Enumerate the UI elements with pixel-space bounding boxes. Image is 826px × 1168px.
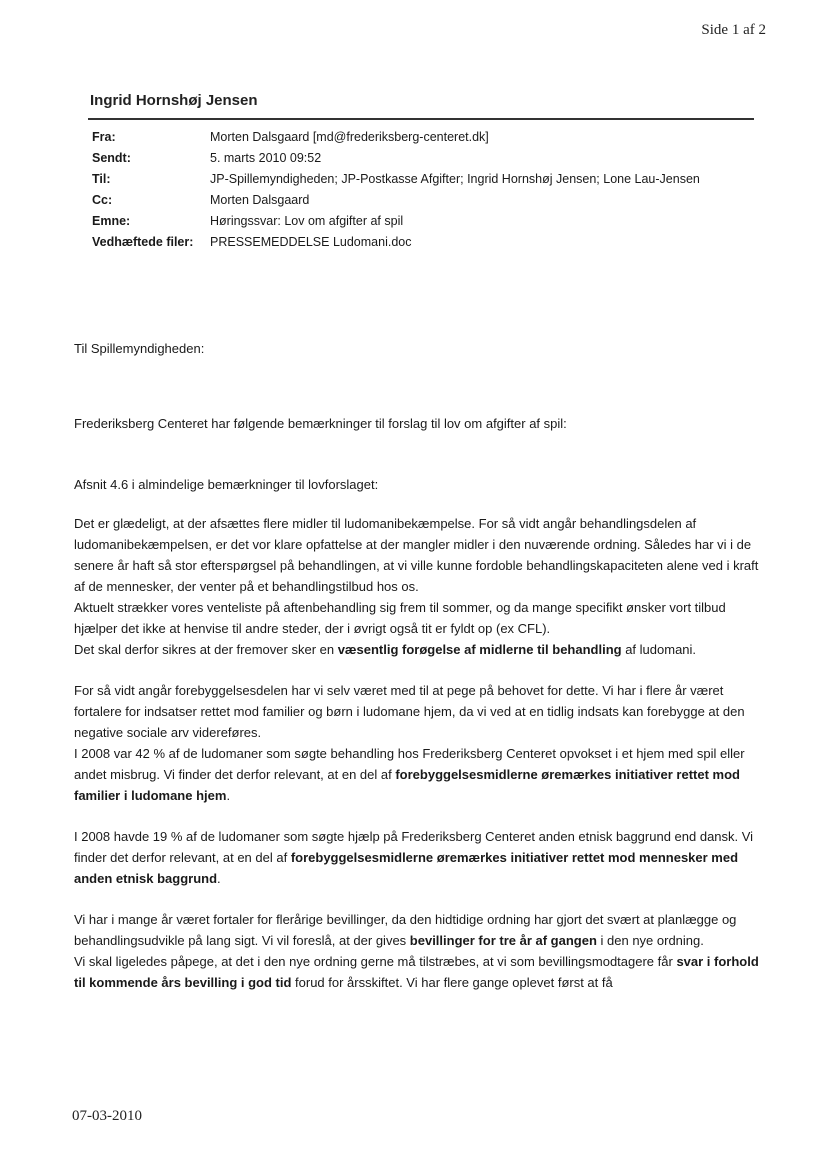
prevention-text-2 xyxy=(74,743,764,806)
sender-name: Ingrid Hornshøj Jensen xyxy=(90,92,258,109)
cc-label: Cc: xyxy=(92,193,113,207)
greeting: Til Spillemyndigheden: xyxy=(74,341,205,356)
from-label: Fra: xyxy=(92,130,116,144)
cc-row xyxy=(92,192,732,209)
ethnic-text-post: . xyxy=(217,871,221,886)
treatment-text-2: Aktuelt strækker vores venteliste på aftenbehandling sig frem til sommer, og da mange specifikt ønsker vort tilbud hjælper det ikke at henvise til andre steder, der i øvrigt også tit er fyldt op (ex CFL). xyxy=(74,600,726,636)
prevention-text-2-post: . xyxy=(226,788,231,803)
to-label: Til: xyxy=(92,172,111,186)
letter-body xyxy=(74,338,764,993)
grants-text-1 xyxy=(74,909,764,951)
ethnic-text-bold: forebyggelsesmidlerne øremærkes initiativer rettet mod mennesker med anden etnisk baggrund xyxy=(74,850,739,886)
intro-paragraph: Frederiksberg Centeret har følgende bemærkninger til forslag til lov om afgifter af spil: xyxy=(74,416,567,431)
sent-label: Sendt: xyxy=(92,151,131,165)
header-divider xyxy=(88,118,754,120)
treatment-text-3-bold: væsentlig forøgelse af midlerne til behandling xyxy=(337,642,622,657)
prevention-text-2-pre: I 2008 var 42 % af de ludomaner som søgte behandling hos Frederiksberg Centeret opvokset i et hjem med spil eller andet misbrug. Vi finder det derfor relevant, at en del af xyxy=(74,746,745,782)
subject-label: Emne: xyxy=(92,214,131,228)
treatment-text-3-pre: Det skal derfor sikres at der fremover sker en xyxy=(74,642,338,657)
from-row xyxy=(92,129,732,146)
grants-text-1-post: i den nye ordning. xyxy=(596,933,704,948)
treatment-text-3-post: af ludomani. xyxy=(621,642,697,657)
paragraph-prevention xyxy=(74,680,764,806)
treatment-text-1: Det er glædeligt, at der afsættes flere midler til ludomanibekæmpelse. For så vidt angår behandlingsdelen af ludomanibekæmpelsen, er det vor klare opfattelse at der mangler midler i den nuværende ordning. Således har vi i de senere år haft så stor efterspørgsel på behandlingen, at vi ville kunne fordoble behandlingskapaciteten alene ved i kraft af de mennesker, der venter på et behandlingstilbud hos os. xyxy=(74,516,759,594)
subject-row xyxy=(92,213,732,230)
paragraph-treatment xyxy=(74,513,764,660)
grants-text-2-bold: svar i forhold til kommende års bevilling i god tid xyxy=(74,954,759,990)
footer-date: 07-03-2010 xyxy=(72,1108,142,1124)
grants-text-1-bold: bevillinger for tre år af gangen xyxy=(409,933,597,948)
attachments-value: PRESSEMEDDELSE Ludomani.doc xyxy=(210,235,412,249)
subject-value: Høringssvar: Lov om afgifter af spil xyxy=(210,214,404,228)
ethnic-text xyxy=(74,826,764,889)
treatment-text-3 xyxy=(74,639,764,660)
sent-row xyxy=(92,150,732,167)
paragraph-ethnic xyxy=(74,826,764,889)
grants-text-1-pre: Vi har i mange år været fortaler for flerårige bevillinger, da den hidtidige ordning har gjort det svært at planlægge og behandlingsudvikle på lang sigt. Vi vil foreslå, at der gives xyxy=(74,912,737,948)
grants-text-2-pre: Vi skal ligeledes påpege, at det i den nye ordning gerne må tilstræbes, at vi som bevillingsmodtagere får xyxy=(74,954,677,969)
from-value: Morten Dalsgaard [md@frederiksberg-centeret.dk] xyxy=(210,130,489,144)
section-heading: Afsnit 4.6 i almindelige bemærkninger til lovforslaget: xyxy=(74,477,379,492)
to-row xyxy=(92,171,732,188)
sent-value: 5. marts 2010 09:52 xyxy=(210,151,322,165)
ethnic-text-pre: I 2008 havde 19 % af de ludomaner som søgte hjælp på Frederiksberg Centeret anden etnisk baggrund end dansk. Vi finder det derfor relevant, at en del af xyxy=(74,829,754,865)
to-value: JP-Spillemyndigheden; JP-Postkasse Afgifter; Ingrid Hornshøj Jensen; Lone Lau-Jensen xyxy=(210,172,700,186)
prevention-text-2-bold: forebyggelsesmidlerne øremærkes initiativer rettet mod familier i ludomane hjem xyxy=(74,767,740,803)
paragraph-grants xyxy=(74,909,764,993)
cc-value: Morten Dalsgaard xyxy=(210,193,310,207)
prevention-text-1: For så vidt angår forebyggelsesdelen har vi selv været med til at pege på behovet for dette. Vi har i flere år været fortalere for indsatser rettet mod familier og børn i ludomane hjem, da vi ved at en tidlig indsats kan forebygge at den negative sociale arv videreføres. xyxy=(74,683,745,740)
attachments-row xyxy=(92,234,732,251)
attachments-label: Vedhæftede filer: xyxy=(92,235,194,249)
page-number: Side 1 af 2 xyxy=(701,22,766,38)
grants-text-2 xyxy=(74,951,764,993)
email-header xyxy=(92,129,732,255)
grants-text-2-post: forud for årsskiftet. Vi har flere gange oplevet først at få xyxy=(291,975,613,990)
